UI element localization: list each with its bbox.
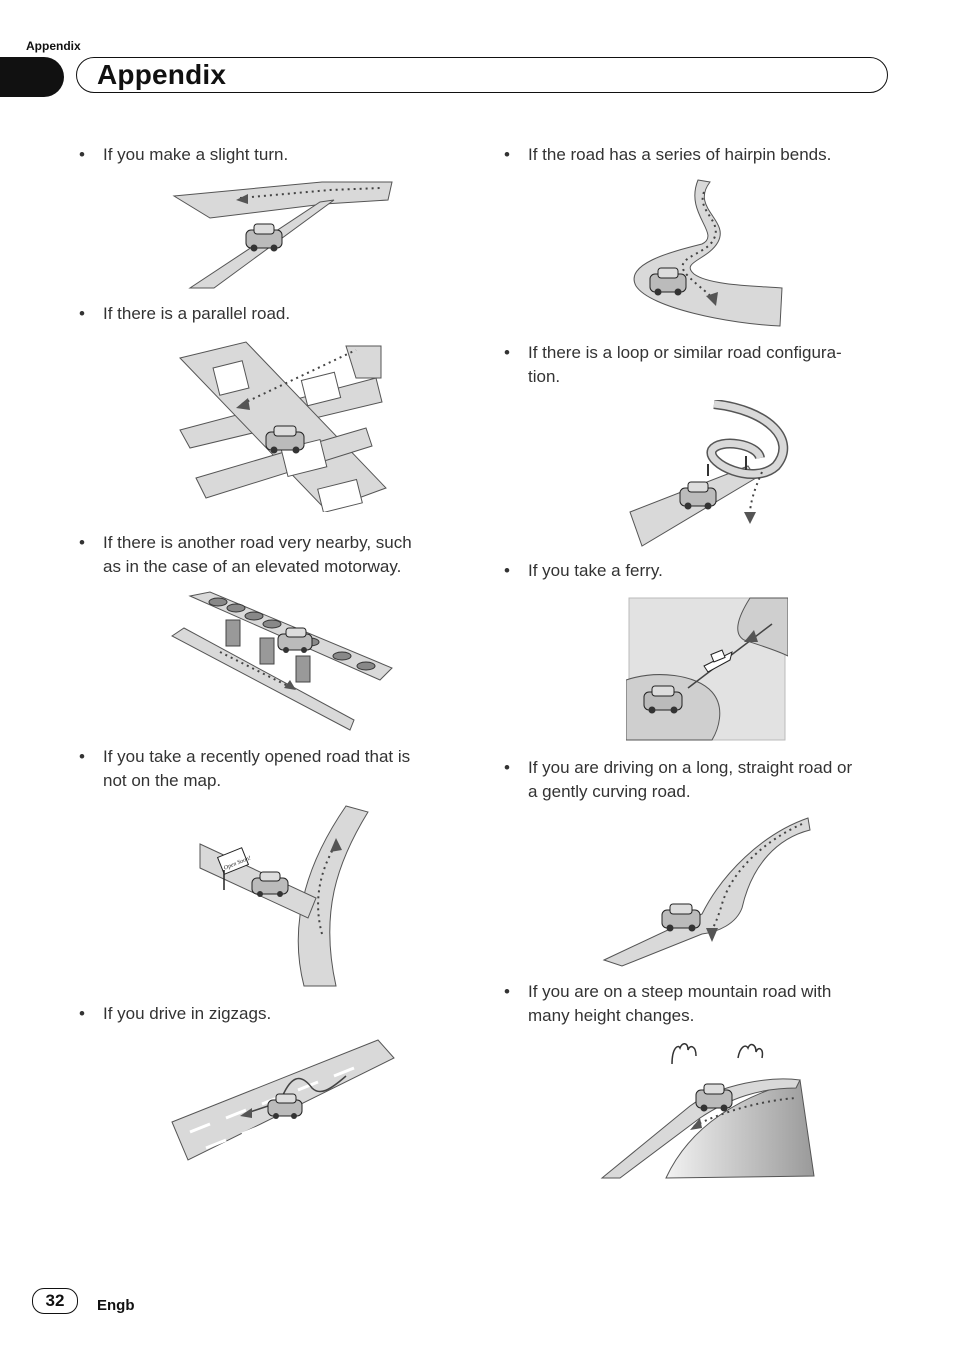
- page-title: Appendix: [97, 59, 227, 90]
- list-item-text: many height changes.: [528, 1006, 695, 1025]
- list-item-text: If the road has a series of hairpin bends.: [528, 145, 832, 164]
- language-code: Engb: [97, 1297, 135, 1314]
- list-item: [504, 143, 894, 167]
- hairpin-bends-illustration: [630, 178, 786, 328]
- list-item: [79, 1002, 459, 1026]
- section-tab: [0, 57, 64, 97]
- bullet-marker: •: [504, 343, 510, 362]
- car-icon: [662, 904, 700, 932]
- list-item: [79, 745, 459, 793]
- list-item: [504, 559, 894, 583]
- parallel-road-illustration: [176, 338, 392, 512]
- curving-road-illustration: [602, 814, 812, 968]
- list-item: [79, 531, 459, 579]
- bullet-marker: •: [79, 533, 85, 552]
- mountain-road-illustration: [600, 1036, 818, 1182]
- slight-turn-illustration: [170, 178, 400, 290]
- sign-text: Open Soon!: [223, 855, 252, 872]
- list-item-text: If there is another road very nearby, such: [103, 533, 412, 552]
- bullet-marker: •: [79, 145, 85, 164]
- list-item-text: If there is a loop or similar road configura-: [528, 343, 842, 362]
- zigzag-illustration: [170, 1036, 398, 1164]
- bullet-marker: •: [79, 304, 85, 323]
- ferry-illustration: [626, 596, 788, 742]
- bullet-marker: •: [79, 1004, 85, 1023]
- list-item: [79, 302, 459, 326]
- list-item: [504, 756, 894, 804]
- list-item: [504, 980, 894, 1028]
- bullet-marker: •: [504, 561, 510, 580]
- bullet-marker: •: [504, 982, 510, 1001]
- list-item-text: If you are on a steep mountain road with: [528, 982, 832, 1001]
- list-item-text: If you are driving on a long, straight road or: [528, 758, 853, 777]
- new-road-illustration: [196, 804, 372, 988]
- list-item-text: a gently curving road.: [528, 782, 691, 801]
- car-icon: [246, 224, 282, 252]
- title-bar: [76, 57, 888, 93]
- list-item-text: not on the map.: [103, 771, 222, 790]
- list-item-text: If you make a slight turn.: [103, 145, 289, 164]
- list-item: [504, 341, 894, 389]
- list-item-text: tion.: [528, 367, 561, 386]
- list-item: [79, 143, 459, 167]
- page-number: 32: [32, 1288, 78, 1314]
- elevated-motorway-illustration: [170, 590, 398, 732]
- list-item-text: If you drive in zigzags.: [103, 1004, 272, 1023]
- bullet-marker: •: [79, 747, 85, 766]
- list-item-text: If you take a ferry.: [528, 561, 663, 580]
- list-item-text: as in the case of an elevated motorway.: [103, 557, 402, 576]
- list-item-text: If you take a recently opened road that is: [103, 747, 411, 766]
- running-head: Appendix: [26, 39, 81, 53]
- list-item-text: If there is a parallel road.: [103, 304, 291, 323]
- bullet-marker: •: [504, 145, 510, 164]
- bullet-marker: •: [504, 758, 510, 777]
- loop-road-illustration: [628, 400, 792, 548]
- signal-waves-icon: [672, 1044, 762, 1064]
